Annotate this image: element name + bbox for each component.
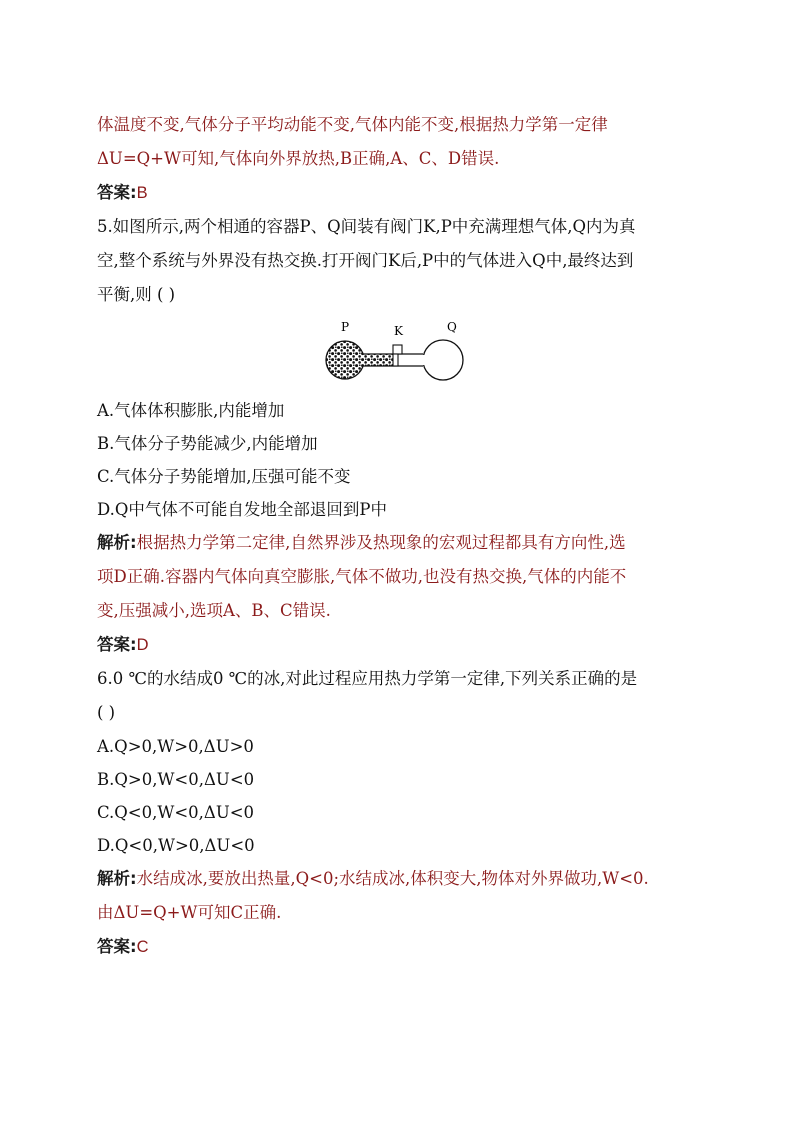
label-p: P [341, 320, 350, 334]
q6-stem-line-1: 6.0 ℃的水结成0 ℃的冰,对此过程应用热力学第一定律,下列关系正确的是 [97, 669, 638, 688]
gas-in-tube [362, 354, 394, 366]
q5-answer-value: D [136, 636, 149, 654]
q4-answer-value: B [136, 184, 148, 202]
q5-option-b: B.气体分子势能减少,内能增加 [97, 434, 318, 453]
q5-stem-line-1: 5.如图所示,两个相通的容器P、Q间装有阀门K,P中充满理想气体,Q内为真 [97, 217, 636, 236]
q5-option-d: D.Q中气体不可能自发地全部退回到P中 [97, 500, 388, 519]
q5-analysis-line-2: 项D正确.容器内气体向真空膨胀,气体不做功,也没有热交换,气体的内能不 [97, 567, 627, 586]
answer-label: 答案: [97, 937, 137, 956]
analysis-label: 解析: [97, 533, 137, 552]
answer-label: 答案: [97, 183, 137, 202]
container-p [326, 341, 364, 379]
q6-option-c: C.Q<0,W<0,ΔU<0 [97, 803, 255, 822]
q5-answer [97, 628, 703, 662]
answer-label: 答案: [97, 635, 137, 654]
q6-analysis-line-2: 由ΔU=Q+W可知C正确. [97, 903, 282, 922]
label-k: K [394, 324, 403, 338]
tube-joint [419, 355, 425, 365]
q6-answer-value: C [136, 938, 149, 956]
q6-analysis-line-1: 解析:水结成冰,要放出热量,Q<0;水结成冰,体积变大,物体对外界做功,W<0. [97, 869, 649, 888]
valve-k [393, 354, 398, 366]
container-diagram [319, 316, 479, 388]
prev-explanation-line-2: ΔU=Q+W可知,气体向外界放热,B正确,A、C、D错误. [97, 149, 500, 168]
document-page [97, 108, 703, 964]
q6-option-a: A.Q>0,W>0,ΔU>0 [97, 737, 254, 756]
q5-analysis-line-3: 变,压强减小,选项A、B、C错误. [97, 601, 331, 620]
analysis-label: 解析: [97, 869, 137, 888]
q6-stem-line-2: ( ) [97, 703, 116, 722]
q5-option-c: C.气体分子势能增加,压强可能不变 [97, 467, 351, 486]
q5-figure [97, 312, 703, 394]
container-q [423, 340, 463, 380]
q5-analysis-line-1: 解析:根据热力学第二定律,自然界涉及热现象的宏观过程都具有方向性,选 [97, 533, 626, 552]
q6-option-d: D.Q<0,W>0,ΔU<0 [97, 836, 255, 855]
q5-option-a: A.气体体积膨胀,内能增加 [97, 401, 285, 420]
q4-answer [97, 176, 703, 210]
q6-option-b: B.Q>0,W<0,ΔU<0 [97, 770, 255, 789]
q6-answer [97, 930, 703, 964]
q5-stem-line-2: 空,整个系统与外界没有热交换.打开阀门K后,P中的气体进入Q中,最终达到 [97, 251, 634, 270]
label-q: Q [447, 320, 457, 334]
valve-k-handle [393, 345, 402, 354]
prev-explanation-line-1: 体温度不变,气体分子平均动能不变,气体内能不变,根据热力学第一定律 [97, 115, 608, 134]
q5-stem-line-3: 平衡,则 ( ) [97, 285, 176, 304]
